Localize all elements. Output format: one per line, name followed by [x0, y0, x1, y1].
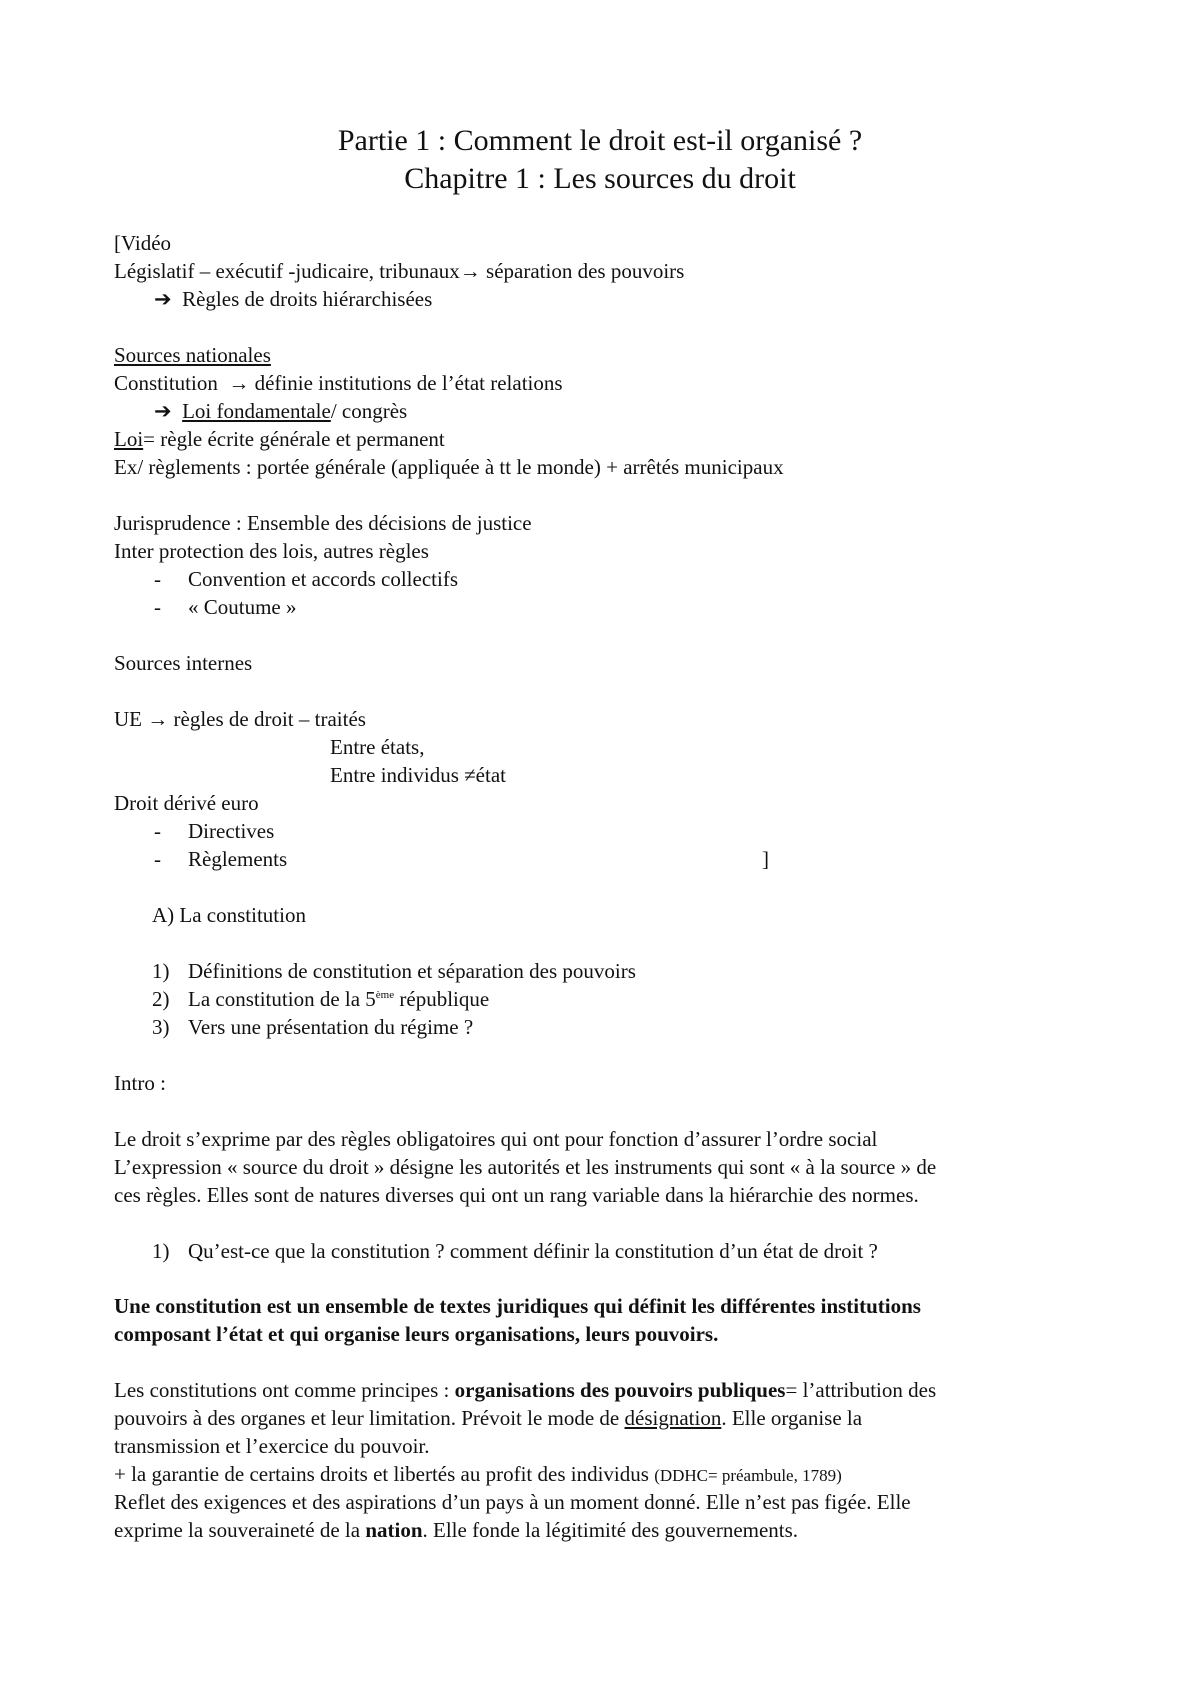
chapter-title: Chapitre 1 : Les sources du droit: [404, 162, 796, 195]
loi-rest: = règle écrite générale et permanent: [143, 427, 445, 451]
outline-item: [188, 986, 489, 1012]
video-line2: [154, 286, 432, 312]
list-item-text: Convention et accords collectifs: [188, 567, 458, 591]
part-title: Partie 1 : Comment le droit est-il organisé ?: [337, 124, 863, 157]
list-item: -: [154, 819, 161, 843]
ue-line: [114, 706, 366, 732]
congres: / congrès: [330, 399, 408, 423]
reglements-line: Ex/ règlements : portée générale (appliquée à tt le monde) + arrêtés municipaux: [114, 455, 784, 479]
loi-line: [114, 426, 445, 452]
video-open: [Vidéo: [114, 231, 172, 255]
right-arrow-icon: ➔: [154, 287, 172, 311]
question-num: 1): [152, 1239, 170, 1263]
video-line1: [114, 258, 684, 284]
ue-word: UE: [114, 707, 142, 731]
droit-derive: Droit dérivé euro: [114, 791, 259, 815]
outline-num: 2): [152, 987, 170, 1011]
loi-word: Loi: [114, 427, 144, 451]
definition-line: composant l’état et qui organise leurs organisations, leurs pouvoirs.: [114, 1322, 719, 1346]
closing-bracket: ]: [762, 847, 769, 871]
text: + la garantie de certains droits et libertés au profit des individus: [114, 1462, 655, 1486]
question-text: Qu’est-ce que la constitution ? comment définir la constitution d’un état de droit ?: [188, 1239, 878, 1263]
text: . Elle organise la: [721, 1406, 863, 1430]
loi-fondamentale: Loi fondamentale: [182, 399, 331, 423]
video-line1-text: Législatif – exécutif -judicaire, tribunaux: [114, 259, 460, 283]
underlined-text: désignation: [624, 1406, 722, 1430]
outline-item-text: république: [394, 987, 490, 1011]
ue-rest: règles de droit – traités: [173, 707, 366, 731]
text: exprime la souveraineté de la: [114, 1518, 366, 1542]
principes-line: [114, 1405, 862, 1431]
bold-text: organisations des pouvoirs publiques: [454, 1378, 786, 1402]
list-item: -: [154, 595, 161, 619]
loi-fondamentale-line: [154, 398, 407, 424]
outline-item: Vers une présentation du régime ?: [188, 1015, 474, 1039]
outline-num: 1): [152, 959, 170, 983]
principes-line: Reflet des exigences et des aspirations d’un pays à un moment donné. Elle n’est pas figée. Elle: [114, 1490, 911, 1514]
outline-item-text: La constitution de la 5: [188, 987, 376, 1011]
text: Les constitutions ont comme principes :: [114, 1378, 455, 1402]
definition-line: Une constitution est un ensemble de textes juridiques qui définit les différentes institutions: [114, 1294, 921, 1318]
list-item-text: « Coutume »: [188, 595, 297, 619]
list-item-text: Directives: [188, 819, 275, 843]
list-item: -: [154, 567, 161, 591]
superscript: ème: [375, 989, 395, 1001]
right-arrow-icon: →: [228, 371, 250, 395]
right-arrow-icon: ➔: [154, 399, 172, 423]
bold-text: nation: [365, 1518, 423, 1542]
principes-line: [114, 1377, 936, 1403]
video-line1-rest: séparation des pouvoirs: [480, 259, 685, 283]
text: . Elle fonde la légitimité des gouvernements.: [422, 1518, 799, 1542]
heading-sources-internes: Sources internes: [114, 651, 253, 675]
inter-protection-line: Inter protection des lois, autres règles: [114, 539, 429, 563]
text: = l’attribution des: [785, 1378, 937, 1402]
list-item: -: [154, 847, 161, 871]
entre-etats: Entre états,: [330, 735, 425, 759]
constitution-rest: définie institutions de l’état relations: [254, 371, 563, 395]
video-line2-text: Règles de droits hiérarchisées: [182, 287, 433, 311]
jurisprudence-line: Jurisprudence : Ensemble des décisions de justice: [114, 511, 532, 535]
heading-sources-nationales: Sources nationales: [114, 343, 271, 367]
outline-item: Définitions de constitution et séparation des pouvoirs: [188, 959, 636, 983]
constitution-line: [114, 370, 563, 396]
small-text: (DDHC= préambule, 1789): [654, 1466, 842, 1485]
section-a: A) La constitution: [152, 903, 306, 927]
intro-paragraph-line: ces règles. Elles sont de natures diverses qui ont un rang variable dans la hiérarchie des normes.: [114, 1183, 919, 1207]
principes-line: [114, 1517, 798, 1543]
constitution-word: Constitution: [114, 371, 218, 395]
right-arrow-icon: →: [147, 707, 169, 731]
principes-line: transmission et l’exercice du pouvoir.: [114, 1434, 430, 1458]
intro-paragraph-line: Le droit s’exprime par des règles obligatoires qui ont pour fonction d’assurer l’ordre social: [114, 1127, 878, 1151]
outline-num: 3): [152, 1015, 170, 1039]
principes-line: [114, 1461, 842, 1489]
intro-label: Intro :: [114, 1071, 166, 1095]
intro-paragraph-line: L’expression « source du droit » désigne les autorités et les instruments qui sont « à la source » de: [114, 1155, 937, 1179]
list-item-text: Règlements: [188, 847, 288, 871]
entre-individus: Entre individus ≠état: [330, 763, 506, 787]
right-arrow-icon: →: [459, 259, 481, 283]
text: pouvoirs à des organes et leur limitation. Prévoit le mode de: [114, 1406, 625, 1430]
